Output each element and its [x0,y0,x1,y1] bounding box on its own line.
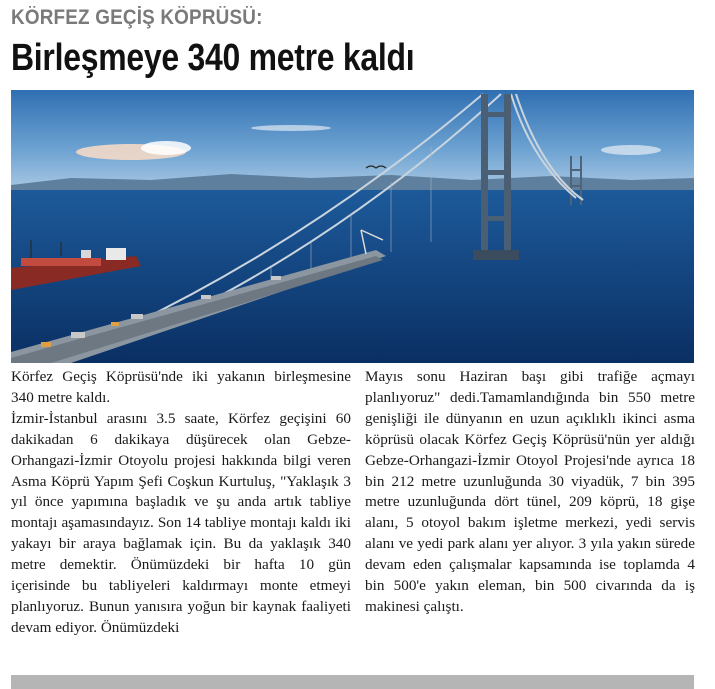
paragraph: Körfez Geçiş Köprüsü'nde iki yakanın birleşmesine 340 metre kaldı. [11,368,351,406]
bridge-photo [11,90,694,363]
paragraph: Mayıs sonu Haziran başı gibi trafiğe açmayı planlıyoruz" dedi.Tamamlandığında bin 550 metre genişliği ile dünyanın en uzun açıklıklı ikinci asma köprüsü olacak Körfez Geçiş Köprüsü'nün yer aldığı Gebze-Orhangazi-İzmir Otoyol Projesi'nde ayrıca 18 bin 212 metre uzunluğunda 30 viyadük, 7 bin 395 metre uzunluğunda dört tünel, 209 köprü, 18 gişe alanı, 5 otoyol bakım işletme merkezi, yedi servis alanı ve yedi park alanı yer alıyor. 3 yıla yakın sürede devam eden çalışmalar kapsamında ise toplamda 4 bin 500'e yakın eleman, bin 500 civarında da iş makinesi çalıştı. [365,368,695,615]
bottom-divider-bar [11,675,694,689]
article-body-right-column [365,367,695,618]
article-kicker: KÖRFEZ GEÇİŞ KÖPRÜSÜ: [11,6,263,29]
paragraph: İzmir-İstanbul arasını 3.5 saate, Körfez geçişini 60 dakikadan 6 dakikaya düşürecek olan Gebze-Orhangazi-İzmir Otoyolu projesi hakkında bilgi veren Asma Köprü Yapım Şefi Coşkun Kurtuluş, "Yaklaşık 3 yıl önce yapımına başladık ve şu anda artık tabliye montajı aşamasındayız. Son 14 tabliye montajı kaldı iki yakayı bir araya bağlamak için. Bu da yaklaşık 340 metre demektir. Önümüzdeki bir hafta 10 gün içerisinde bu tabliyeleri kaldırmayı monte etmeyi planlıyoruz. Bunun yanısıra yoğun bir kaynak faaliyeti devam ediyor. Önümüzdeki [11,409,351,636]
article-headline: Birleşmeye 340 metre kaldı [11,37,415,79]
article-body-left-column [11,367,351,639]
